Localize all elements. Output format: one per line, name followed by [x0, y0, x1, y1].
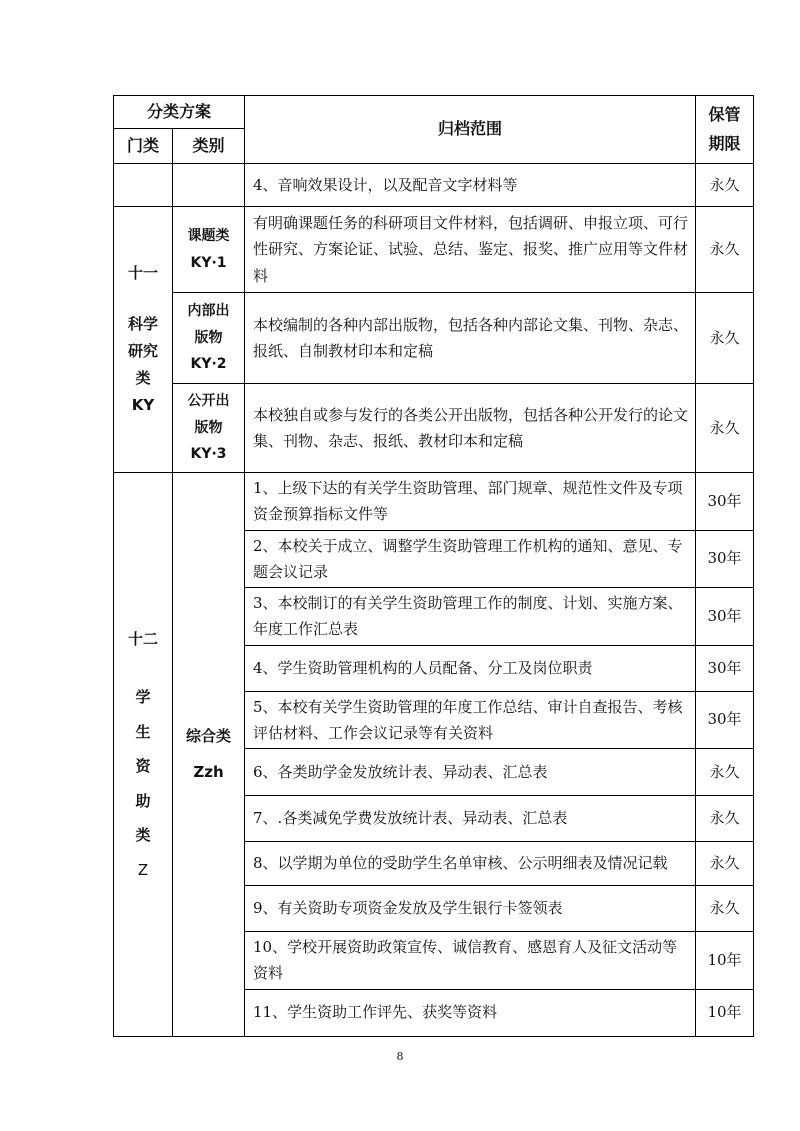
class-general	[173, 473, 245, 1037]
header-category: 门类	[114, 129, 173, 164]
empty-class-cell	[173, 164, 245, 207]
retention-cell: 永久	[696, 749, 754, 796]
header-archive-scope: 归档范围	[245, 96, 696, 164]
category-name-line: 研究	[127, 342, 158, 360]
scope-cell: 6、各类助学金发放统计表、异动表、汇总表	[245, 749, 696, 796]
scope-cell: 4、学生资助管理机构的人员配备、分工及岗位职责	[245, 645, 696, 691]
category-code: KY	[131, 396, 155, 414]
category-name-char: 助	[135, 791, 151, 810]
header-retention-line2: 期限	[708, 133, 741, 153]
scope-cell: 11、学生资助工作评先、获奖等资料	[245, 989, 696, 1036]
empty-category-cell	[114, 164, 173, 207]
page-number: 8	[396, 1050, 404, 1063]
retention-cell: 永久	[696, 796, 754, 842]
category-name-line: 科学	[127, 315, 158, 333]
retention-cell: 永久	[696, 207, 754, 293]
category-name-char: 生	[135, 722, 151, 741]
category-name-char: 学	[135, 688, 151, 706]
header-class: 类别	[173, 129, 245, 164]
scope-cell: 2、本校关于成立、调整学生资助管理工作机构的通知、意见、专题会议记录	[245, 530, 696, 588]
scope-cell: 本校编制的各种内部出版物，包括各种内部论文集、刊物、杂志、报纸、自制教材印本和定稿	[245, 293, 696, 384]
retention-cell: 永久	[696, 842, 754, 886]
class-code: KY·2	[190, 356, 227, 373]
retention-cell: 永久	[696, 164, 754, 207]
class-code: Zzh	[193, 763, 224, 782]
header-retention-period	[696, 96, 754, 164]
scope-cell: 4、音响效果设计，以及配音文字材料等	[245, 164, 696, 207]
scope-cell: 3、本校制订的有关学生资助管理工作的制度、计划、实施方案、年度工作汇总表	[245, 588, 696, 646]
retention-cell: 30年	[696, 473, 754, 531]
retention-cell: 永久	[696, 886, 754, 932]
class-name: 综合类	[186, 727, 232, 746]
scope-cell: 有明确课题任务的科研项目文件材料，包括调研、申报立项、可行性研究、方案论证、试验、总结、鉴定、报奖、推广应用等文件材料	[245, 207, 696, 293]
retention-cell: 10年	[696, 932, 754, 990]
scope-cell: 本校独自或参与发行的各类公开出版物，包括各种公开发行的论文集、刊物、杂志、报纸、教材印本和定稿	[245, 384, 696, 473]
scope-cell: 1、上级下达的有关学生资助管理、部门规章、规范性文件及专项资金预算指标文件等	[245, 473, 696, 531]
class-name: 版物	[194, 329, 223, 346]
retention-cell: 30年	[696, 645, 754, 691]
class-name: 内部出	[187, 303, 230, 320]
retention-cell: 永久	[696, 384, 754, 473]
class-cell	[173, 207, 245, 293]
header-classification-scheme: 分类方案	[114, 96, 245, 129]
scope-cell: 10、学校开展资助政策宣传、诚信教育、感恩育人及征文活动等资料	[245, 932, 696, 990]
retention-cell: 30年	[696, 530, 754, 588]
class-cell	[173, 384, 245, 473]
header-retention-line1: 保管	[708, 104, 741, 124]
scope-cell: 5、本校有关学生资助管理的年度工作总结、审计自查报告、考核评估材料、工作会议记录等有关资料	[245, 691, 696, 749]
retention-cell: 30年	[696, 691, 754, 749]
category-number: 十一	[127, 264, 158, 282]
category-number: 十二	[127, 629, 158, 648]
category-name-char: 类	[135, 826, 151, 844]
category-code: Z	[137, 860, 149, 879]
retention-cell: 30年	[696, 588, 754, 646]
class-name: 版物	[194, 419, 223, 436]
scope-cell: 8、以学期为单位的受助学生名单审核、公示明细表及情况记载	[245, 842, 696, 886]
retention-cell: 10年	[696, 989, 754, 1036]
class-name: 课题类	[187, 227, 230, 244]
scope-cell: 7、.各类减免学费发放统计表、异动表、汇总表	[245, 796, 696, 842]
retention-cell: 永久	[696, 293, 754, 384]
category-research	[114, 207, 173, 473]
category-name-char: 资	[135, 757, 151, 775]
category-name-line: 类	[135, 369, 151, 387]
class-name: 公开出	[187, 393, 230, 410]
archive-scope-table	[113, 95, 754, 1037]
category-student-aid	[114, 473, 173, 1037]
class-cell	[173, 293, 245, 384]
scope-cell: 9、有关资助专项资金发放及学生银行卡签领表	[245, 886, 696, 932]
class-code: KY·3	[190, 446, 227, 463]
class-code: KY·1	[190, 254, 227, 271]
